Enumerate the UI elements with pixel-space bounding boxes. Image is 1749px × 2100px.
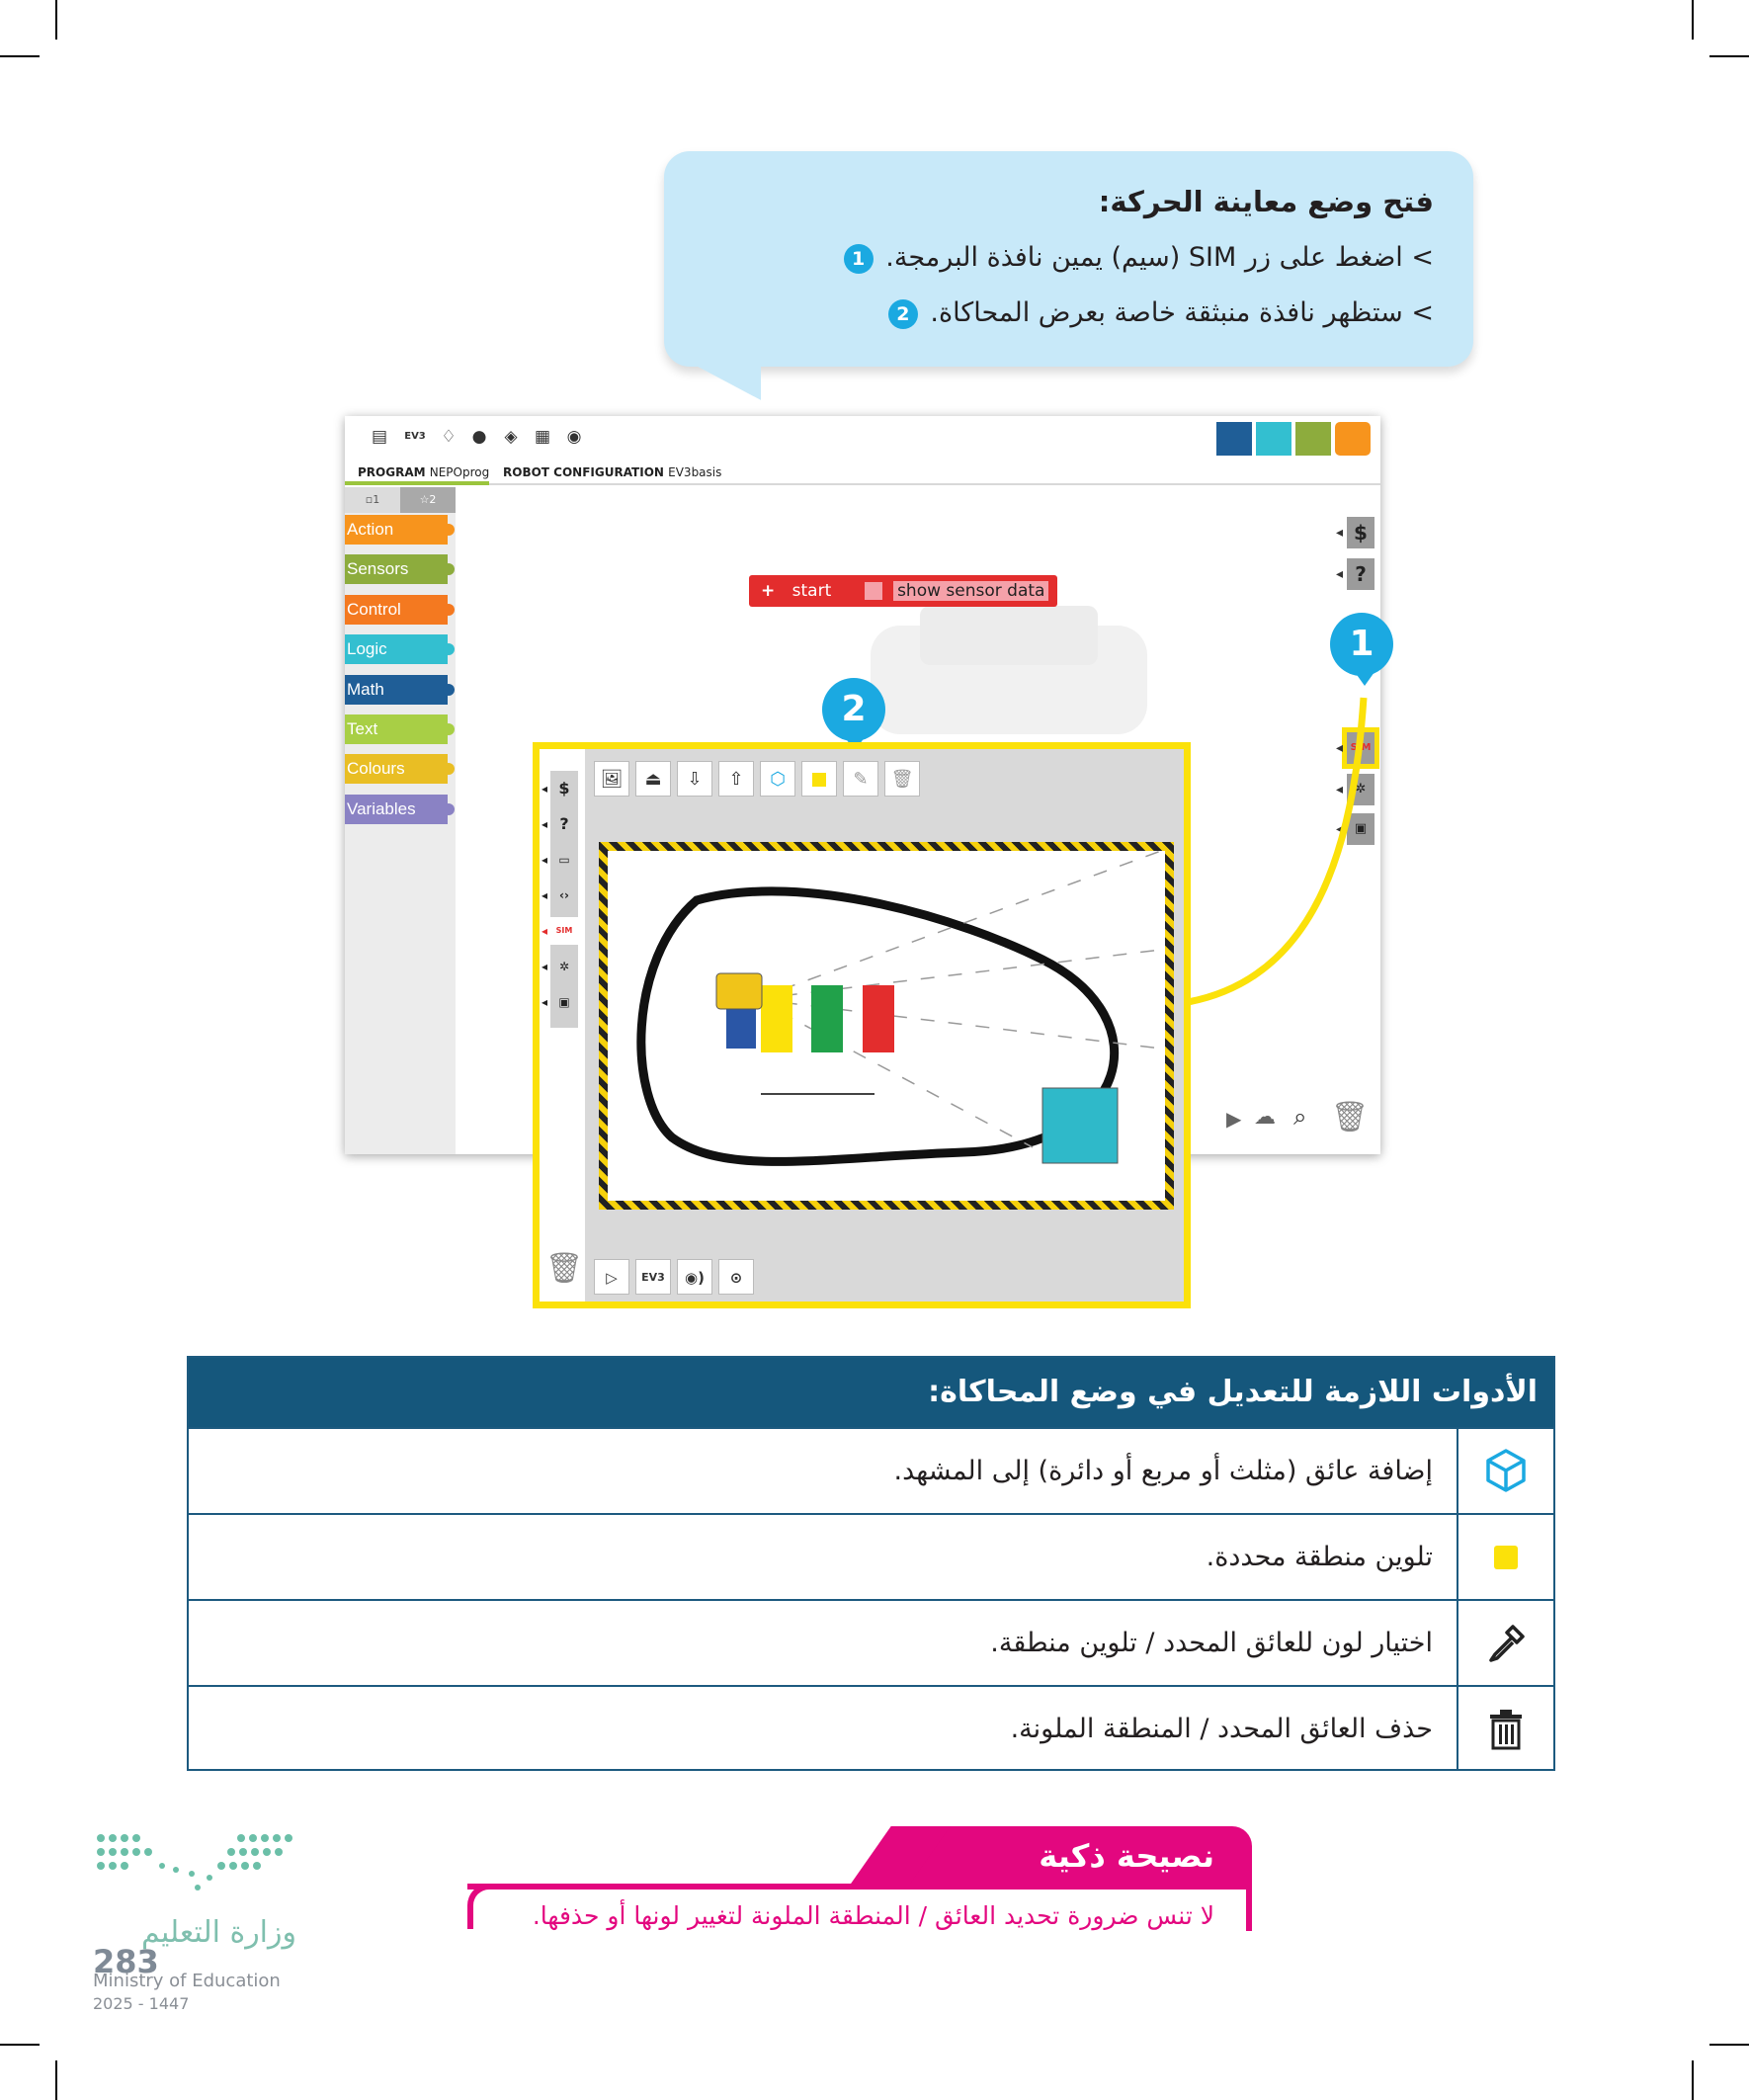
row-text: إضافة عائق (مثلث أو مربع أو دائرة) إلى المشهد. xyxy=(893,1456,1433,1486)
connector-line xyxy=(1166,692,1393,1008)
red-obstacle[interactable] xyxy=(863,985,894,1052)
simulation-scene[interactable] xyxy=(599,842,1174,1210)
tab-program-name: NEPOprog xyxy=(429,465,490,479)
robot[interactable] xyxy=(716,973,762,1009)
zoom-icon[interactable]: ⌕ xyxy=(1293,1103,1307,1131)
upload-cloud-icon[interactable]: ☁ xyxy=(1254,1105,1276,1130)
step-badge-2: 2 xyxy=(822,678,885,741)
tab-program[interactable]: PROGRAM NEPOprog xyxy=(358,465,490,479)
block-sidebar xyxy=(345,487,456,1154)
tab-robot-configuration[interactable]: ROBOT CONFIGURATION EV3basis xyxy=(503,465,722,479)
callout-line-2 xyxy=(884,297,1434,329)
yellow-square-icon[interactable] xyxy=(801,761,837,797)
crop-mark xyxy=(1709,55,1749,57)
tab-robot-name: EV3basis xyxy=(668,465,722,479)
callout-title: فتح وضع معاينة الحركة: xyxy=(1098,185,1434,218)
comment-tool[interactable]: ◂ ▭ xyxy=(550,846,578,874)
table-row xyxy=(189,1685,1553,1771)
callout-line-1 xyxy=(840,242,1434,274)
category-action[interactable]: Action xyxy=(345,515,448,545)
crop-mark xyxy=(0,55,40,57)
variables-tool[interactable]: ◂ $ xyxy=(1347,517,1374,548)
table-header: الأدوات اللازمة للتعديل في وضع المحاكاة: xyxy=(189,1358,1553,1427)
settings-tool[interactable]: ◂ ✲ xyxy=(550,953,578,980)
category-logic[interactable]: Logic xyxy=(345,634,448,664)
crop-mark xyxy=(1692,0,1694,40)
scene-drawing xyxy=(608,851,1165,1201)
trash-icon[interactable]: 🗑 xyxy=(1331,1100,1370,1134)
simulation-popup xyxy=(533,742,1191,1308)
code-tool[interactable]: ◂ ‹› xyxy=(550,882,578,909)
callout-tail xyxy=(672,234,761,400)
nepo-logo xyxy=(1216,420,1373,458)
graduation-icon[interactable]: ◈ xyxy=(504,427,518,447)
plus-icon[interactable]: + xyxy=(761,581,776,601)
sim-button[interactable]: ◂ SIM xyxy=(1347,732,1374,764)
pipette-icon[interactable]: ✎ xyxy=(843,761,878,797)
import-icon[interactable]: ⏏ xyxy=(635,761,671,797)
badge-pointer xyxy=(1355,672,1374,686)
category-sensors[interactable]: Sensors xyxy=(345,554,448,584)
sim-button[interactable]: ◂ SIM xyxy=(550,917,578,945)
tip-title-text: نصيحة ذكية xyxy=(1039,1837,1214,1875)
callout-line-1-text: > اضغط على زر SIM (سيم) يمين نافذة البرمجة. xyxy=(885,242,1434,273)
run-icon[interactable]: ▶ xyxy=(1226,1107,1242,1131)
step-number-2: 2 xyxy=(888,299,918,329)
category-math[interactable]: Math xyxy=(345,675,448,705)
step-badge-1: 1 xyxy=(1330,613,1393,676)
sound-icon[interactable]: ◉) xyxy=(677,1259,712,1295)
crop-mark xyxy=(55,2060,57,2100)
yellow-obstacle[interactable] xyxy=(761,985,792,1052)
ministry-name-ar: وزارة التعليم xyxy=(140,1915,296,1950)
step-number-1: 1 xyxy=(844,244,874,274)
crop-mark xyxy=(0,2044,40,2046)
table-row xyxy=(189,1513,1553,1599)
grid-icon[interactable]: ▦ xyxy=(534,427,551,447)
help-tool[interactable]: ◂ ? xyxy=(1347,558,1374,590)
category-text[interactable]: Text xyxy=(345,714,448,744)
yellow-square-icon xyxy=(1457,1515,1553,1599)
document-icon[interactable]: ▤ xyxy=(371,427,388,447)
trash-icon[interactable]: 🗑 xyxy=(545,1251,584,1286)
row-text: اختيار لون للعائق المحدد / تلوين منطقة. xyxy=(990,1628,1433,1658)
ministry-logo xyxy=(93,1830,300,2018)
settings-tool[interactable]: ◂ ✲ xyxy=(1347,774,1374,805)
help-tool[interactable]: ◂ ? xyxy=(550,810,578,838)
user-icon[interactable]: ● xyxy=(471,427,487,447)
sensor-data-checkbox[interactable] xyxy=(865,582,882,600)
tip-text: لا تنس ضرورة تحديد العائق / المنطقة الملونة لتغيير لونها أو حذفها. xyxy=(532,1901,1214,1930)
ministry-year: 2025 - 1447 xyxy=(93,1994,190,2013)
crop-mark xyxy=(55,0,57,40)
sidebar-tab-2[interactable]: ☆2 xyxy=(400,487,456,513)
start-label: start xyxy=(791,581,832,601)
callout-line-2-text: > ستظهر نافذة منبثقة خاصة بعرض المحاكاة. xyxy=(930,297,1434,328)
start-block[interactable] xyxy=(749,575,1057,607)
category-colours[interactable]: Colours xyxy=(345,754,448,784)
category-variables[interactable]: Variables xyxy=(345,795,448,824)
sidebar-tab-1[interactable]: ▫1 xyxy=(345,487,400,513)
ministry-dots-icon xyxy=(93,1830,296,1899)
cube-icon[interactable]: ⬡ xyxy=(760,761,795,797)
ministry-name-en: Ministry of Education xyxy=(93,1971,281,1991)
table-row xyxy=(189,1599,1553,1685)
cube-icon xyxy=(1457,1429,1553,1513)
crop-mark xyxy=(1709,2044,1749,2046)
cyan-obstacle[interactable] xyxy=(1042,1088,1118,1163)
active-tab-indicator xyxy=(345,481,489,485)
sim-left-bar xyxy=(540,749,585,1302)
table-row xyxy=(189,1427,1553,1513)
sim-tool-column xyxy=(550,771,578,1028)
image-tool[interactable]: ◂ ▣ xyxy=(1347,813,1374,845)
tip-box xyxy=(467,1884,1252,1931)
image-tool[interactable]: ◂ ▣ xyxy=(550,988,578,1016)
crop-mark xyxy=(1692,2060,1694,2100)
play-icon[interactable]: ▷ xyxy=(594,1259,629,1295)
ev3-icon[interactable]: EV3 xyxy=(404,431,426,442)
trash-icon[interactable]: 🗑 xyxy=(884,761,920,797)
export-icon[interactable]: ⇩ xyxy=(677,761,712,797)
globe-icon[interactable]: ◉ xyxy=(566,427,582,447)
top-toolbar xyxy=(345,416,1380,485)
trash-icon xyxy=(1457,1687,1553,1771)
row-text: حذف العائق المحدد / المنطقة الملونة. xyxy=(1010,1714,1433,1744)
upload-icon[interactable]: ⇧ xyxy=(718,761,754,797)
lightbulb-icon[interactable]: ♢ xyxy=(441,427,457,447)
category-control[interactable]: Control xyxy=(345,595,448,625)
variables-tool[interactable]: ◂ $ xyxy=(550,775,578,802)
instruction-callout xyxy=(664,151,1473,367)
tools-table xyxy=(187,1356,1555,1771)
page-number: 283 xyxy=(93,1943,159,1980)
tip-title xyxy=(909,1826,1252,1888)
show-sensor-data-label: show sensor data xyxy=(893,581,1048,601)
robot-watermark xyxy=(851,596,1167,744)
ev3-icon[interactable]: EV3 xyxy=(635,1259,671,1295)
green-obstacle[interactable] xyxy=(811,985,843,1052)
location-icon[interactable]: ⊙ xyxy=(718,1259,754,1295)
pipette-icon xyxy=(1457,1601,1553,1685)
image-icon[interactable]: 🖼 xyxy=(594,761,629,797)
row-text: تلوين منطقة محددة. xyxy=(1206,1542,1433,1572)
